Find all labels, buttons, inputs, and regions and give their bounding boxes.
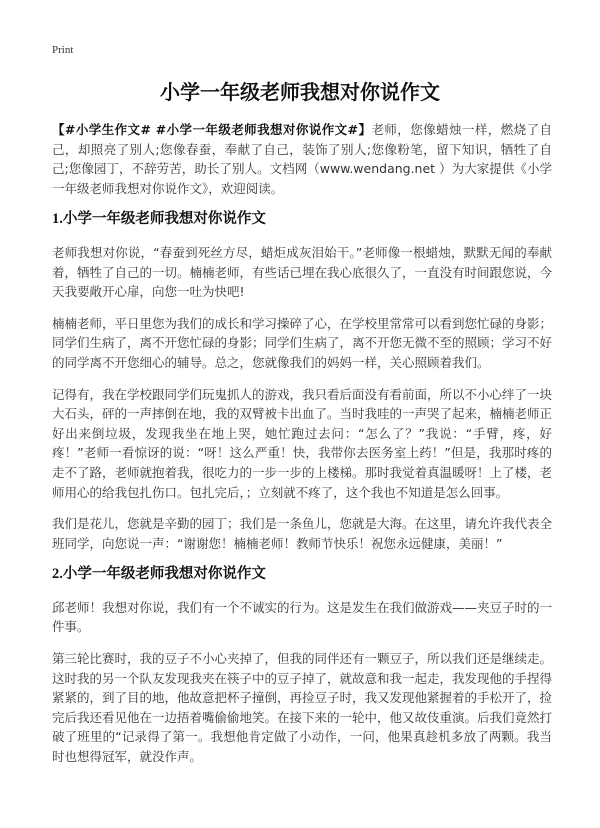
section-2-paragraph: 邱老师！我想对你说，我们有一个不诚实的行为。这是发生在我们做游戏——夹豆子时的一件事。 — [52, 599, 553, 635]
intro-text: 老师，您像蜡烛一样，燃烧了自己，却照亮了别人;您像春蚕，奉献了自己，装饰了别人;您像粉笔，留下知识，牺牲了自己;您像园丁，不辞劳苦，助长了别人。文档网（www.wendang.net ）为大家提供《小学一年级老师我想对你说作文》，欢迎阅读。 — [52, 122, 552, 196]
section-heading-1: 1.小学一年级老师我想对你说作文 — [52, 211, 266, 228]
section-1-paragraph: 我们是花儿，您就是辛勤的园丁；我们是一条鱼儿，您就是大海。在这里，请允许我代表全班同学，向您说一声：“谢谢您！楠楠老师！教师节快乐！祝您永远健康，美丽！” — [52, 516, 553, 551]
document-body — [52, 120, 552, 779]
section-2-paragraph: 第三轮比赛时，我的豆子不小心夹掉了，但我的同伴还有一颗豆子，所以我们还是继续走。这时我的另一个队友发现我夹在筷子中的豆子掉了，就故意和我一起走，我发现他的手捏得紧紧的，到了目的地，他故意把杯子撞倒，再捡豆子时，我又发现他紧握着的手松开了，捡完后我还看见他在一边捂着嘴偷偷地笑。在接下来的一轮中，他又故伎重演。后我们竟然打破了班里的“记录得了第一。我想他肯定做了小动作，一问，他果真趁机多放了两颗。我当时也想得冠军，就没作声。 — [52, 651, 553, 765]
section-heading-2: 2.小学一年级老师我想对你说作文 — [52, 566, 266, 583]
intro-paragraph — [52, 120, 552, 198]
section-1-paragraph: 老师我想对你说，“春蚕到死丝方尽，蜡炬成灰泪始干。”老师像一根蜡烛，默默无闻的奉献着，牺牲了自己的一切。楠楠老师，有些话已埋在我心底很久了，一直没有时间跟您说，今天我要敞开心扉，向您一吐为快吧! — [52, 244, 553, 300]
section-1-paragraph: 楠楠老师，平日里您为我们的成长和学习操碎了心，在学校里常常可以看到您忙碌的身影；同学们生病了，离不开您忙碌的身影；同学们生病了，离不开您无微不至的照顾；学习不好的同学离不开您细心的辅导。总之，您就像我们的妈妈一样，关心照顾着我们。 — [52, 315, 553, 370]
print-label: Print — [52, 44, 74, 56]
document-title: 小学一年级老师我想对你说作文 — [160, 80, 440, 104]
intro-tags: 【#小学生作文# #小学一年级老师我想对你说作文#】 — [52, 122, 372, 137]
section-1-paragraph: 记得有，我在学校跟同学们玩鬼抓人的游戏，我只看后面没有看前面，所以不小心绊了一块大石头，砰的一声摔倒在地，我的双臂被卡出血了。当时我哇的一声哭了起来，楠楠老师正好出来倒垃圾，发现我坐在地上哭，她忙跑过去问：“怎么了？”我说：“手臂，疼，好疼！”老师一看惊讶的说：“呀！这么严重！快，我带你去医务室上药！”但是，我那时疼的走不了路，老师就抱着我，很吃力的一步一步的上楼梯。那时我觉着真温暖呀！上了楼，老师用心的给我包扎伤口。包扎完后，；立刻就不疼了，这个我也不知道是怎么回事。 — [52, 386, 553, 500]
